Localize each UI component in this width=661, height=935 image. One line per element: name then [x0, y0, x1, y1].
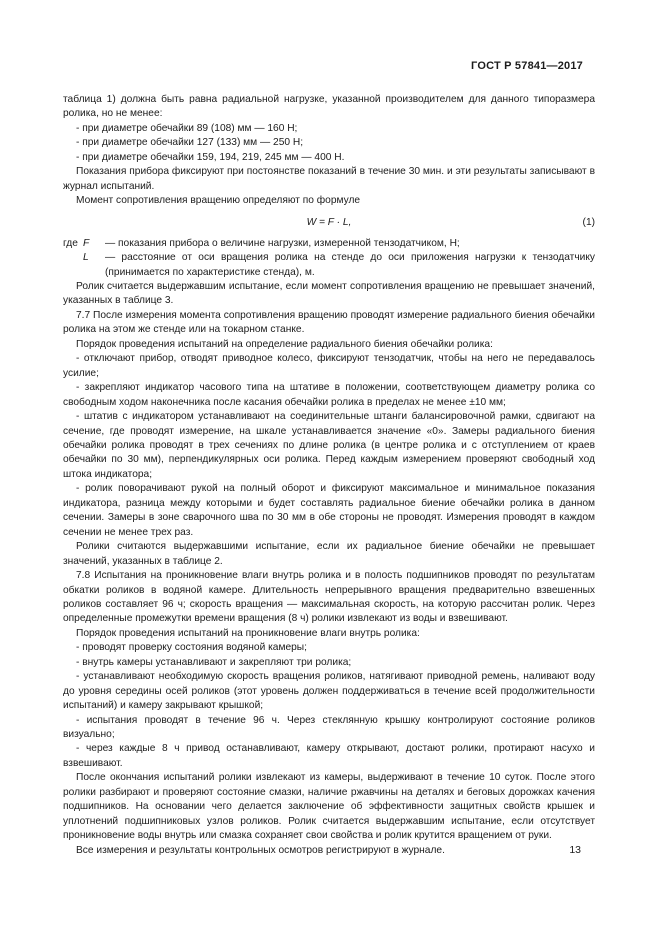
list-item: - при диаметре обечайки 89 (108) мм — 160 Н; — [76, 122, 298, 134]
definition-symbol: F — [83, 237, 90, 249]
paragraph: 7.8 Испытания на проникновение влаги внутрь ролика и в полость подшипников проводят по результатам обкатки роликов в водяной камере. Длительность непрерывного вращения предварительно взвешенных роликов составляет 96 ч; скорость вращения — максимальная скорость, на которую рассчитан ролик. Через определенные промежутки времени вращения (8 ч) ролики извлекают из воды и взвешивают. — [63, 570, 595, 625]
formula-number: (1) — [582, 216, 595, 228]
paragraph: 7.7 После измерения момента сопротивления вращению проводят измерение радиального биения обечайки ролика на этом же стенде или на токарном станке. — [63, 309, 595, 336]
document-body — [63, 93, 595, 858]
list-item: - внутрь камеры устанавливают и закрепляют три ролика; — [76, 656, 352, 668]
document-standard-code: ГОСТ Р 57841—2017 — [471, 60, 583, 72]
list-item: - закрепляют индикатор часового типа на штативе в положении, соответствующем диаметру ролика со свободным ходом наконечника после касания обечайки ролика в пределах не менее ±10 мм; — [63, 382, 595, 408]
formula-expression: W = F · L, — [306, 216, 352, 228]
paragraph: Все измерения и результаты контрольных осмотров регистрируют в журнале. — [76, 844, 445, 856]
formula-block — [63, 209, 595, 237]
paragraph: После окончания испытаний ролики извлекают из камеры, выдерживают в течение 10 суток. После этого ролики разбирают и проверяют состояние смазки, наличие ржавчины на деталях и беговых дорожках качения подшипников. На основании чего делается заключение об эффективности защитных свойств крышек и уплотнений подшипниковых узлов роликов. Ролик считается выдержавшим испытание, если отсутствует проникновение воды внутрь или смазка сохраняет свои свойства и ролик крутится вращением от руки. — [63, 772, 595, 842]
list-item: - ролик поворачивают рукой на полный оборот и фиксируют максимальное и минимальное показания индикатора, разница между которыми и будет составлять радиальное биение обечайки ролика в данном сечении. Замеры в зоне сварочного шва по 30 мм в обе стороны не проводят. Измерения проводят в каждом сечении не менее трех раз. — [63, 483, 595, 538]
definition-lead: где — [63, 237, 78, 249]
list-item: - отключают прибор, отводят приводное колесо, фиксируют тензодатчик, чтобы на него не передавалось усилие; — [63, 353, 595, 379]
list-item: - при диаметре обечайки 127 (133) мм — 250 Н; — [76, 137, 304, 149]
definition-text: — расстояние от оси вращения ролика на стенде до оси приложения нагрузки к тензодатчику (принимается по характеристике стенда), м. — [105, 252, 595, 278]
list-item: - штатив с индикатором устанавливают на соединительные штанги балансировочной рамки, сдвигают на сечение, где проводят измерение, на шкале устанавливается значение «0». Замеры радиального биения обечайки ролика проводят в трех сечениях по длине ролика (в центре ролика и с отступлением от краев обечайки по 30 мм), перпендикулярных оси ролика. Перед каждым измерением проверяют свободный ход штока индикатора; — [63, 411, 595, 480]
definition-text: — показания прибора о величине нагрузки, измеренной тензодатчиком, Н; — [105, 237, 460, 249]
definition-symbol: L — [83, 252, 89, 264]
list-item: - проводят проверку состояния водяной камеры; — [76, 642, 307, 654]
list-item: - через каждые 8 ч привод останавливают, камеру открывают, достают ролики, протирают насухо и взвешивают. — [63, 743, 595, 769]
paragraph: таблица 1) должна быть равна радиальной нагрузке, указанной производителем для данного типоразмера ролика, но не менее: — [63, 94, 595, 120]
paragraph: Момент сопротивления вращению определяют по формуле — [76, 195, 361, 207]
paragraph: Ролик считается выдержавшим испытание, если момент сопротивления вращению не превышает значений, указанных в таблице 3. — [63, 280, 595, 307]
paragraph: Порядок проведения испытаний на проникновение влаги внутрь ролика: — [76, 627, 420, 639]
paragraph: Показания прибора фиксируют при постоянстве показаний в течение 30 мин. и эти результаты записывают в журнал испытаний. — [63, 166, 595, 192]
page-number: 13 — [569, 844, 581, 856]
list-item: - устанавливают необходимую скорость вращения роликов, натягивают приводной ремень, наливают воду до уровня середины осей роликов (этот уровень должен поддерживаться в течение всей продолжительности испытаний) и камеру закрывают крышкой; — [63, 671, 595, 712]
paragraph: Порядок проведения испытаний на определение радиального биения обечайки ролика: — [76, 338, 493, 350]
list-item: - испытания проводят в течение 96 ч. Через стеклянную крышку контролируют состояние роликов визуально; — [63, 714, 595, 741]
definition-item — [63, 237, 595, 251]
definition-item — [63, 251, 595, 280]
list-item: - при диаметре обечайки 159, 194, 219, 245 мм — 400 Н. — [76, 151, 345, 163]
paragraph: Ролики считаются выдержавшими испытание, если их радиальное биение обечайки не превышает значений, указанных в таблице 2. — [63, 541, 595, 567]
